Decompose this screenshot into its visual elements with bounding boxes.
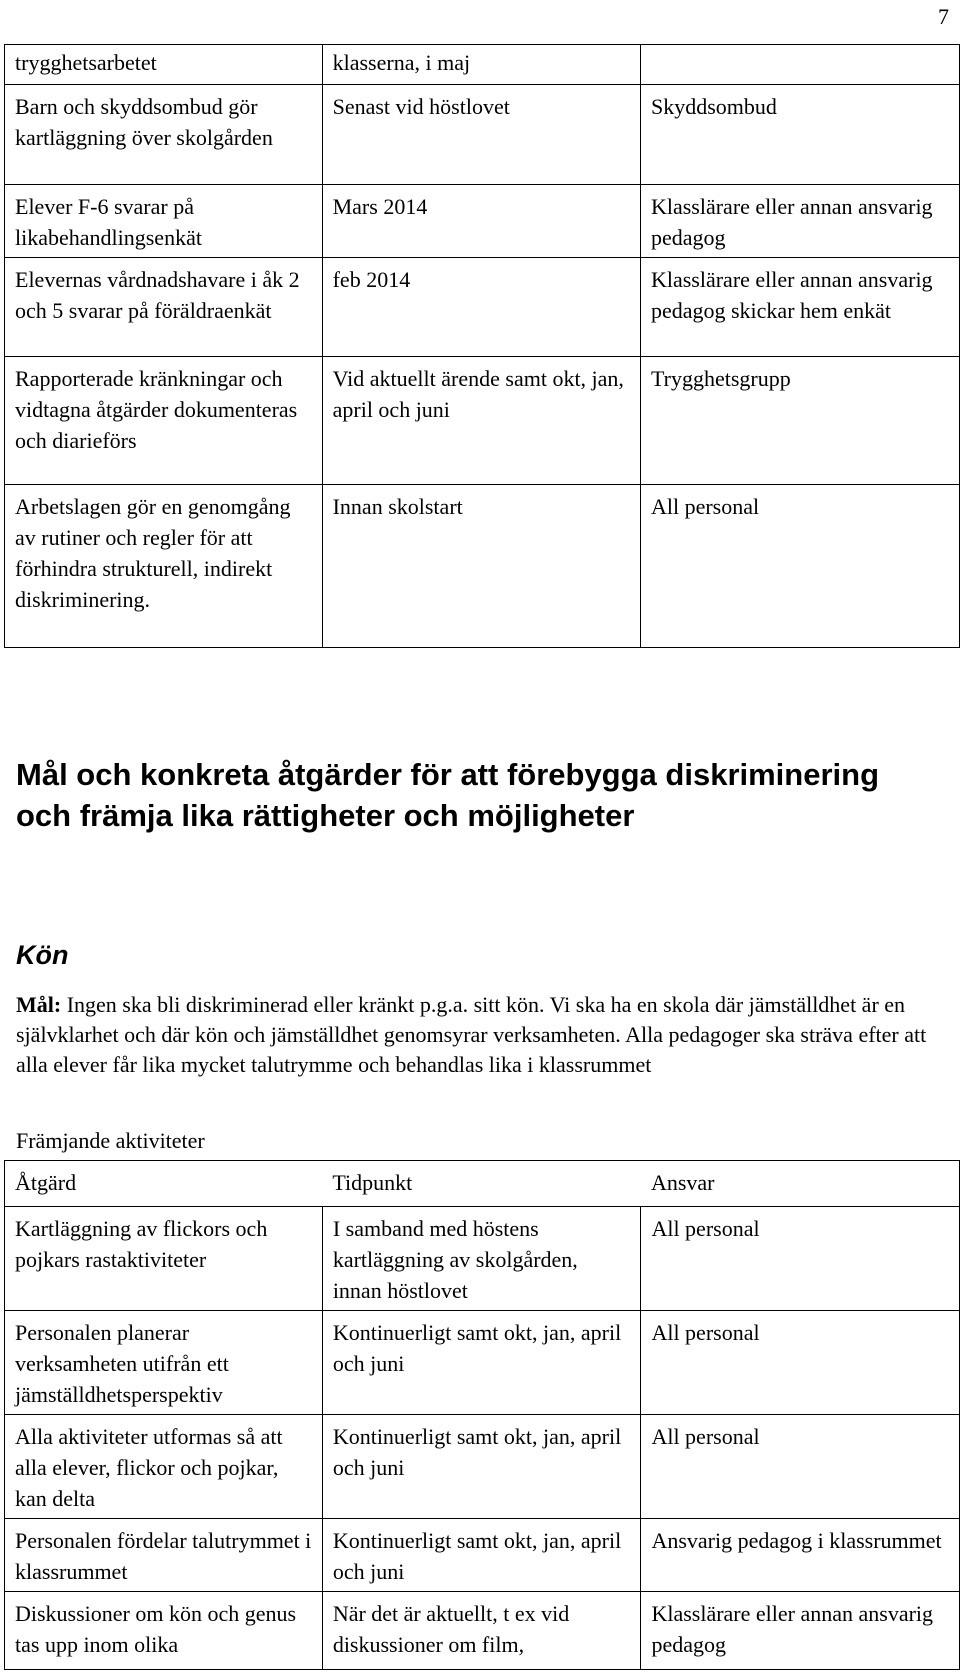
table-cell: Alla aktiviteter utformas så att alla elever, flickor och pojkar, kan delta — [5, 1415, 323, 1519]
table-cell: Klasslärare eller annan ansvarig pedagog — [640, 185, 959, 258]
table-cell: All personal — [640, 485, 959, 648]
promo-label: Främjande aktiviteter — [16, 1128, 205, 1153]
table-cell: Trygghetsgrupp — [640, 357, 959, 485]
column-header: Åtgärd — [5, 1161, 323, 1207]
table-row — [5, 258, 960, 357]
table-cell: Vid aktuellt ärende samt okt, jan, april och juni — [322, 357, 640, 485]
table-cell: Rapporterade kränkningar och vidtagna åtgärder dokumenteras och diarieförs — [5, 357, 323, 485]
table-cell: All personal — [641, 1207, 960, 1311]
table-cell: Ansvarig pedagog i klassrummet — [641, 1519, 960, 1592]
column-header: Ansvar — [641, 1161, 960, 1207]
table-cell: Klasslärare eller annan ansvarig pedagog — [641, 1592, 960, 1670]
table-row — [5, 1592, 960, 1670]
column-header: Tidpunkt — [322, 1161, 641, 1207]
table-cell: trygghetsarbetet — [5, 45, 323, 85]
goal-label: Mål: — [16, 992, 62, 1017]
table-cell — [640, 45, 959, 85]
table-row — [5, 1415, 960, 1519]
goal-paragraph — [16, 990, 936, 1080]
activities-table — [4, 1160, 960, 1670]
table-cell: Kartläggning av flickors och pojkars rastaktiviteter — [5, 1207, 323, 1311]
table-cell: I samband med höstens kartläggning av skolgården, innan höstlovet — [322, 1207, 641, 1311]
table-row — [5, 1311, 960, 1415]
table-cell: Klasslärare eller annan ansvarig pedagog skickar hem enkät — [640, 258, 959, 357]
table-cell: Senast vid höstlovet — [322, 85, 640, 185]
table-cell: feb 2014 — [322, 258, 640, 357]
table-cell: Elevernas vårdnadshavare i åk 2 och 5 svarar på föräldraenkät — [5, 258, 323, 357]
subheading: Kön — [16, 940, 69, 970]
table-cell: Innan skolstart — [322, 485, 640, 648]
table-cell: Kontinuerligt samt okt, jan, april och juni — [322, 1415, 641, 1519]
table-row — [5, 1207, 960, 1311]
table-row — [5, 185, 960, 258]
table-row — [5, 1519, 960, 1592]
responsibility-table — [4, 44, 960, 648]
table-cell: Arbetslagen gör en genomgång av rutiner och regler för att förhindra strukturell, indirekt diskriminering. — [5, 485, 323, 648]
table-cell: All personal — [641, 1415, 960, 1519]
page-number: 7 — [938, 4, 949, 29]
table-row — [5, 85, 960, 185]
table-cell: När det är aktuellt, t ex vid diskussioner om film, — [322, 1592, 641, 1670]
table-cell: Elever F-6 svarar på likabehandlingsenkät — [5, 185, 323, 258]
table-cell: klasserna, i maj — [322, 45, 640, 85]
table-row — [5, 45, 960, 85]
table-cell: Diskussioner om kön och genus tas upp inom olika — [5, 1592, 323, 1670]
table-cell: Mars 2014 — [322, 185, 640, 258]
table-cell: Skyddsombud — [640, 85, 959, 185]
table-cell: Kontinuerligt samt okt, jan, april och juni — [322, 1311, 641, 1415]
goal-text: Ingen ska bli diskriminerad eller kränkt p.g.a. sitt kön. Vi ska ha en skola där jämställdhet är en självklarhet och där kön och jämställdhet genomsyrar verksamheten. Alla pedagoger ska sträva efter att alla elever får lika mycket talutrymme och behandlas lika i klassrummet — [16, 992, 927, 1077]
table-header-row — [5, 1161, 960, 1207]
table-cell: Personalen planerar verksamheten utifrån ett jämställdhetsperspektiv — [5, 1311, 323, 1415]
table-cell: All personal — [641, 1311, 960, 1415]
section-heading: Mål och konkreta åtgärder för att förebygga diskriminering och främja lika rättigheter och möjligheter — [16, 757, 880, 833]
table-row — [5, 357, 960, 485]
table-cell: Personalen fördelar talutrymmet i klassrummet — [5, 1519, 323, 1592]
table-cell: Barn och skyddsombud gör kartläggning över skolgården — [5, 85, 323, 185]
table-cell: Kontinuerligt samt okt, jan, april och juni — [322, 1519, 641, 1592]
table-row — [5, 485, 960, 648]
